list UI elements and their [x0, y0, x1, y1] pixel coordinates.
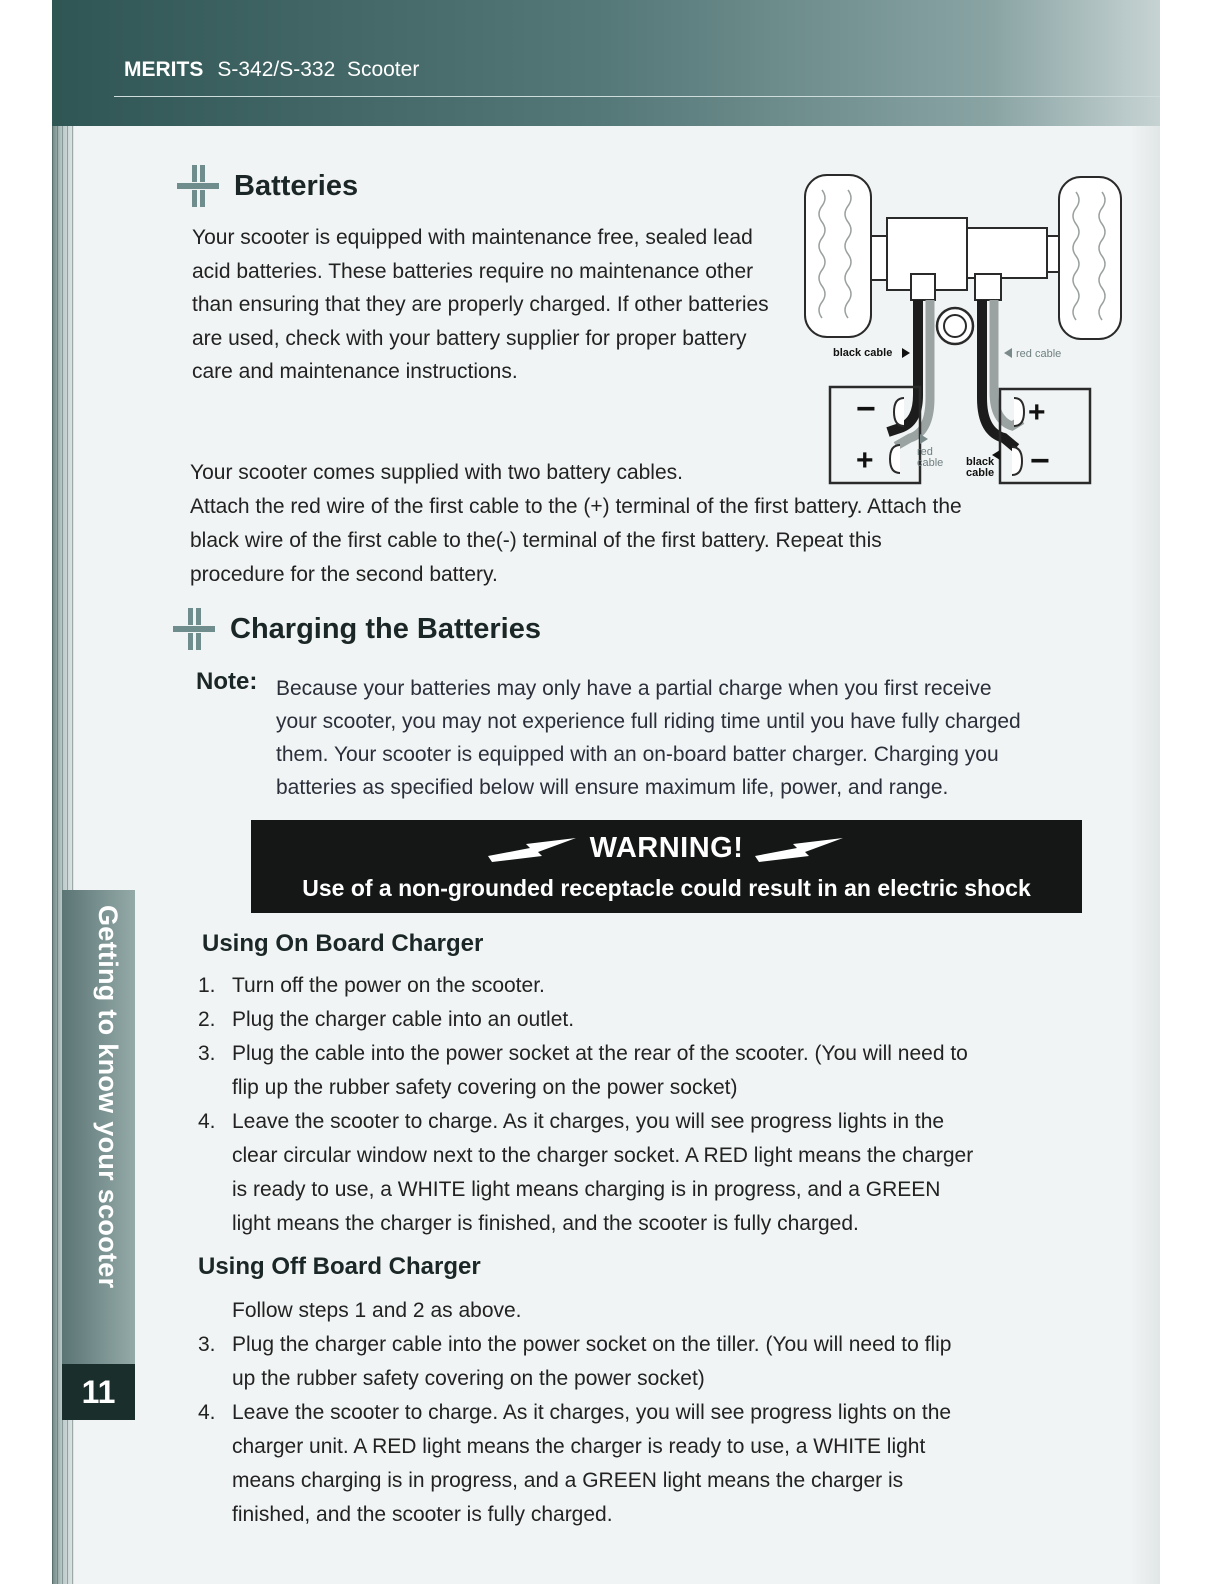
step-line: charger unit. A RED light means the charger is ready to use, a WHITE light [232, 1435, 926, 1458]
warning-box [251, 820, 1082, 913]
step-line: Follow steps 1 and 2 as above. [232, 1299, 522, 1322]
off-board-intro [198, 1294, 1118, 1328]
page-number: 11 [62, 1364, 135, 1420]
lightning-bolt-icon [488, 834, 578, 864]
charging-title: Charging the Batteries [230, 612, 541, 645]
step-line: Turn off the power on the scooter. [232, 974, 545, 997]
running-header [124, 58, 419, 82]
step-line: means charging is in progress, and a GREEN light means the charger is [232, 1469, 904, 1492]
lightning-bolt-icon [755, 834, 845, 864]
header-product: Scooter [346, 58, 420, 81]
warning-text: Use of a non-grounded receptacle could result in an electric shock [302, 875, 1031, 901]
note-line-4: batteries as specified below will ensure maximum life, power, and range. [276, 776, 949, 799]
step-line: Leave the scooter to charge. As it charges, you will see progress lights in the [232, 1110, 945, 1133]
right-wheel [1059, 177, 1121, 339]
scan-margin-left [0, 0, 52, 1584]
charging-heading [172, 607, 541, 651]
step-number: 2. [198, 1008, 216, 1031]
step-number: 1. [198, 974, 216, 997]
battery-one-plus: + [856, 444, 874, 477]
charger-window [937, 308, 973, 344]
step-number: 4. [198, 1110, 216, 1133]
on-board-step-2 [198, 1003, 1118, 1037]
step-line: light means the charger is finished, and the scooter is fully charged. [232, 1212, 859, 1235]
label-red-lower-1: red [917, 446, 933, 458]
step-line: Plug the charger cable into the power socket on the tiller. (You will need to flip [232, 1333, 952, 1356]
label-red-lower-2: cable [917, 457, 944, 469]
on-board-steps [198, 969, 1118, 1241]
warning-title: WARNING! [589, 832, 744, 864]
chapter-tab-label: Getting to know your scooter [93, 905, 123, 1289]
step-line: up the rubber safety covering on the power socket) [232, 1367, 705, 1390]
section-bullet-icon [176, 164, 220, 208]
left-wheel [805, 175, 871, 337]
warning-title-row [251, 832, 1082, 865]
step-line: finished, and the scooter is fully charged. [232, 1503, 613, 1526]
step-number: 3. [198, 1042, 216, 1065]
step-line: Plug the charger cable into an outlet. [232, 1008, 575, 1031]
off-board-steps [198, 1294, 1118, 1532]
step-line: is ready to use, a WHITE light means charging is in progress, and a GREEN [232, 1178, 941, 1201]
cables-line-2: Attach the red wire of the first cable to the (+) terminal of the first battery. Attach the [190, 495, 962, 518]
off-board-title: Using Off Board Charger [198, 1253, 481, 1280]
note-line-3: them. Your scooter is equipped with an on-board batter charger. Charging you [276, 743, 999, 766]
off-board-step-3 [198, 1328, 1118, 1396]
step-line: Leave the scooter to charge. As it charges, you will see progress lights on the [232, 1401, 952, 1424]
step-line: clear circular window next to the charger socket. A RED light means the charger [232, 1144, 974, 1167]
on-board-step-1 [198, 969, 1118, 1003]
battery-two-minus: − [1030, 442, 1050, 480]
batteries-text: Your scooter is equipped with maintenance free, sealed lead acid batteries. These batteries require no maintenance other than ensuring that they are properly charged. If other batteries are used, check with your battery supplier for proper battery care and maintenance instructions. [192, 226, 769, 383]
note-label: Note: [196, 668, 258, 695]
label-black-lower-2: cable [966, 467, 995, 479]
cables-line-3: black wire of the first cable to the(-) terminal of the first battery. Repeat this [190, 529, 882, 552]
cables-line-1: Your scooter comes supplied with two battery cables. [190, 461, 683, 484]
cables-line-4: procedure for the second battery. [190, 563, 498, 586]
note-line-2: your scooter, you may not experience full riding time until you have fully charged [276, 710, 1021, 733]
on-board-step-4 [198, 1105, 1118, 1241]
batteries-heading [176, 164, 358, 208]
step-line: Plug the cable into the power socket at the rear of the scooter. (You will need to [232, 1042, 968, 1065]
gearbox-housing [967, 228, 1047, 278]
note-body [276, 672, 1136, 804]
label-black-cable-top: black cable [833, 347, 893, 359]
batteries-paragraph [192, 221, 780, 389]
on-board-title: Using On Board Charger [202, 930, 484, 957]
on-board-step-3 [198, 1037, 1118, 1105]
note-line-1: Because your batteries may only have a partial charge when you first receive [276, 677, 992, 700]
section-bullet-icon [172, 607, 216, 651]
off-board-step-4 [198, 1396, 1118, 1532]
step-number: 4. [198, 1401, 216, 1424]
batteries-title: Batteries [234, 169, 359, 202]
header-rule [114, 96, 1160, 97]
battery-wiring-diagram [800, 170, 1130, 490]
header-brand: MERITS [124, 58, 204, 81]
step-number: 3. [198, 1333, 216, 1356]
step-line: flip up the rubber safety covering on the power socket) [232, 1076, 738, 1099]
scan-margin-right [1160, 0, 1224, 1584]
label-black-lower-1: black [966, 456, 995, 468]
battery-one-minus: − [856, 390, 876, 428]
label-red-cable-top: red cable [1016, 348, 1062, 360]
battery-two-plus: + [1028, 396, 1046, 429]
header-model: S-342/S-332 [217, 58, 336, 81]
